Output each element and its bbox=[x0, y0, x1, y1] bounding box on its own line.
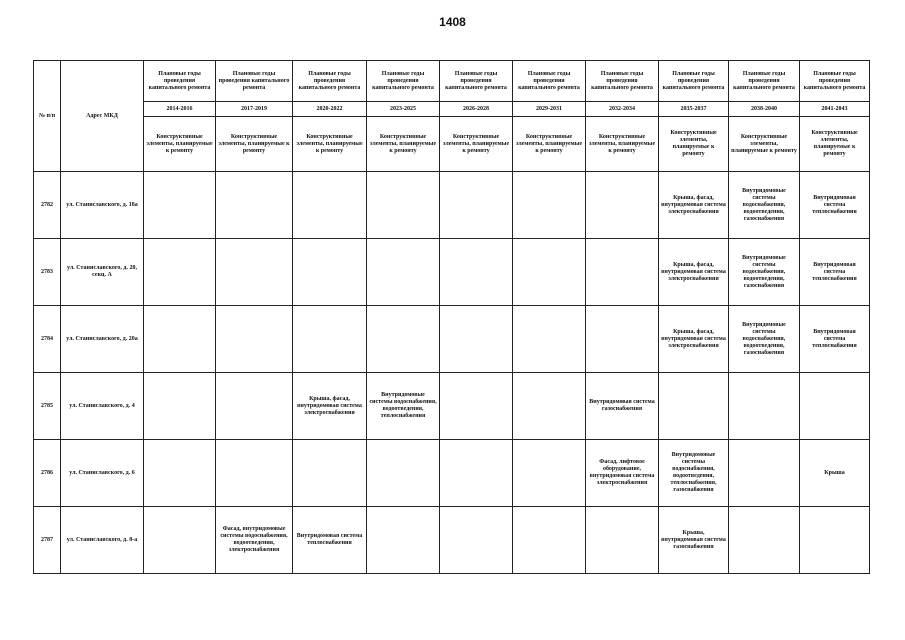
repair-elements-cell: Внутридомовая система газоснабжения bbox=[586, 373, 659, 440]
repair-elements-cell bbox=[367, 306, 440, 373]
repair-elements-cell: Внутридомовые системы водоснабжения, водоотведения, теплоснабжения bbox=[367, 373, 440, 440]
repair-elements-cell: Крыша, фасад, внутридомовая система электроснабжения bbox=[659, 239, 729, 306]
year-range-header: 2038-2040 bbox=[729, 102, 800, 117]
period-title-header: Плановые годы проведения капитального ремонта bbox=[659, 61, 729, 102]
repair-elements-cell bbox=[293, 172, 367, 239]
repair-elements-cell bbox=[293, 440, 367, 507]
number-column-header: № п/п bbox=[34, 61, 61, 172]
repair-elements-cell: Внутридомовая система теплоснабжения bbox=[800, 172, 870, 239]
table-row bbox=[34, 507, 870, 574]
elements-label-header: Конструктивные элементы, планируемые к ремонту bbox=[513, 117, 586, 172]
repair-elements-cell bbox=[440, 239, 513, 306]
year-range-header: 2014-2016 bbox=[144, 102, 216, 117]
repair-elements-cell bbox=[513, 306, 586, 373]
repair-elements-cell bbox=[729, 507, 800, 574]
repair-elements-cell bbox=[800, 373, 870, 440]
table-row bbox=[34, 373, 870, 440]
repair-elements-cell bbox=[659, 373, 729, 440]
repair-elements-cell: Внутридомовые системы водоснабжения, водоотведения, газоснабжения bbox=[729, 306, 800, 373]
year-range-header: 2029-2031 bbox=[513, 102, 586, 117]
repair-elements-cell bbox=[367, 440, 440, 507]
row-address: ул. Станиславского, д. 20а bbox=[61, 306, 144, 373]
address-column-header: Адрес МКД bbox=[61, 61, 144, 172]
repair-elements-cell: Крыша bbox=[800, 440, 870, 507]
elements-label-header: Конструктивные элементы, планируемые к ремонту bbox=[659, 117, 729, 172]
repair-elements-cell bbox=[440, 306, 513, 373]
period-title-row bbox=[34, 61, 870, 102]
year-range-header: 2020-2022 bbox=[293, 102, 367, 117]
capital-repair-table bbox=[33, 60, 870, 574]
row-number: 2784 bbox=[34, 306, 61, 373]
repair-elements-cell: Внутридомовые системы водоснабжения, водоотведения, газоснабжения bbox=[729, 172, 800, 239]
repair-elements-cell bbox=[513, 373, 586, 440]
period-title-header: Плановые годы проведения капитального ремонта bbox=[440, 61, 513, 102]
period-title-header: Плановые годы проведения капитального ремонта bbox=[729, 61, 800, 102]
repair-elements-cell bbox=[800, 507, 870, 574]
repair-elements-cell bbox=[216, 239, 293, 306]
repair-elements-cell bbox=[144, 172, 216, 239]
year-range-header: 2017-2019 bbox=[216, 102, 293, 117]
repair-elements-cell bbox=[440, 440, 513, 507]
elements-label-header: Конструктивные элементы, планируемые к ремонту bbox=[729, 117, 800, 172]
repair-elements-cell bbox=[216, 440, 293, 507]
elements-label-header: Конструктивные элементы, планируемые к ремонту bbox=[144, 117, 216, 172]
period-title-header: Плановые годы проведения капитального ремонта bbox=[513, 61, 586, 102]
repair-elements-cell bbox=[440, 507, 513, 574]
year-range-header: 2026-2028 bbox=[440, 102, 513, 117]
table-body bbox=[34, 172, 870, 574]
repair-elements-cell: Внутридомовые системы водоснабжения, водоотведения, газоснабжения bbox=[729, 239, 800, 306]
repair-elements-cell bbox=[144, 239, 216, 306]
row-address: ул. Станиславского, д. 6 bbox=[61, 440, 144, 507]
repair-elements-cell: Фасад, внутридомовые системы водоснабжения, водоотведения, электроснабжения bbox=[216, 507, 293, 574]
repair-elements-cell: Крыша, внутридомовая система газоснабжения bbox=[659, 507, 729, 574]
period-title-header: Плановые годы проведения капитального ремонта bbox=[586, 61, 659, 102]
repair-elements-cell bbox=[144, 373, 216, 440]
repair-elements-cell bbox=[293, 239, 367, 306]
repair-elements-cell bbox=[216, 172, 293, 239]
year-range-header: 2041-2043 bbox=[800, 102, 870, 117]
repair-elements-cell bbox=[367, 507, 440, 574]
repair-elements-cell: Крыша, фасад, внутридомовая система электроснабжения bbox=[659, 172, 729, 239]
period-title-header: Плановые годы проведения капитального ремонта bbox=[216, 61, 293, 102]
repair-elements-cell bbox=[440, 172, 513, 239]
repair-elements-cell bbox=[729, 373, 800, 440]
row-number: 2782 bbox=[34, 172, 61, 239]
row-address: ул. Станиславского, д. 18а bbox=[61, 172, 144, 239]
repair-elements-cell: Внутридомовая система теплоснабжения bbox=[800, 306, 870, 373]
repair-elements-cell bbox=[440, 373, 513, 440]
repair-elements-cell bbox=[513, 507, 586, 574]
repair-elements-cell bbox=[586, 172, 659, 239]
repair-elements-cell bbox=[216, 373, 293, 440]
elements-label-header: Конструктивные элементы, планируемые к ремонту bbox=[367, 117, 440, 172]
period-title-header: Плановые годы проведения капитального ремонта bbox=[367, 61, 440, 102]
repair-elements-cell bbox=[586, 507, 659, 574]
repair-elements-cell bbox=[513, 172, 586, 239]
row-number: 2787 bbox=[34, 507, 61, 574]
repair-elements-cell bbox=[144, 440, 216, 507]
elements-label-row bbox=[34, 117, 870, 172]
year-range-header: 2023-2025 bbox=[367, 102, 440, 117]
repair-elements-cell bbox=[216, 306, 293, 373]
period-title-header: Плановые годы проведения капитального ремонта bbox=[800, 61, 870, 102]
row-number: 2785 bbox=[34, 373, 61, 440]
repair-elements-cell bbox=[729, 440, 800, 507]
repair-elements-cell bbox=[144, 507, 216, 574]
table-header bbox=[34, 61, 870, 172]
year-range-header: 2035-2037 bbox=[659, 102, 729, 117]
repair-elements-cell: Внутридомовая система теплоснабжения bbox=[293, 507, 367, 574]
repair-elements-cell: Внутридомовые системы водоснабжения, водоотведения, теплоснабжения, газоснабжения bbox=[659, 440, 729, 507]
repair-elements-cell bbox=[586, 306, 659, 373]
table-row bbox=[34, 172, 870, 239]
row-number: 2786 bbox=[34, 440, 61, 507]
row-address: ул. Станиславского, д. 8-а bbox=[61, 507, 144, 574]
repair-elements-cell: Фасад, лифтовое оборудование, внутридомовая система электроснабжения bbox=[586, 440, 659, 507]
repair-elements-cell bbox=[293, 306, 367, 373]
table-row bbox=[34, 440, 870, 507]
repair-elements-cell bbox=[144, 306, 216, 373]
year-range-header: 2032-2034 bbox=[586, 102, 659, 117]
row-number: 2783 bbox=[34, 239, 61, 306]
elements-label-header: Конструктивные элементы, планируемые к ремонту bbox=[800, 117, 870, 172]
row-address: ул. Станиславского, д. 4 bbox=[61, 373, 144, 440]
table-row bbox=[34, 239, 870, 306]
repair-elements-cell bbox=[513, 239, 586, 306]
year-range-row bbox=[34, 102, 870, 117]
repair-elements-cell bbox=[367, 172, 440, 239]
repair-elements-cell: Внутридомовая система теплоснабжения bbox=[800, 239, 870, 306]
elements-label-header: Конструктивные элементы, планируемые к ремонту bbox=[586, 117, 659, 172]
repair-elements-cell: Крыша, фасад, внутридомовая система электроснабжения bbox=[293, 373, 367, 440]
elements-label-header: Конструктивные элементы, планируемые к ремонту bbox=[216, 117, 293, 172]
repair-elements-cell bbox=[513, 440, 586, 507]
period-title-header: Плановые годы проведения капитального ремонта bbox=[293, 61, 367, 102]
elements-label-header: Конструктивные элементы, планируемые к ремонту bbox=[440, 117, 513, 172]
table-row bbox=[34, 306, 870, 373]
row-address: ул. Станиславского, д. 20, секц. А bbox=[61, 239, 144, 306]
repair-elements-cell bbox=[586, 239, 659, 306]
repair-elements-cell bbox=[367, 239, 440, 306]
period-title-header: Плановые годы проведения капитального ремонта bbox=[144, 61, 216, 102]
repair-elements-cell: Крыша, фасад, внутридомовая система электроснабжения bbox=[659, 306, 729, 373]
elements-label-header: Конструктивные элементы, планируемые к ремонту bbox=[293, 117, 367, 172]
page-number: 1408 bbox=[439, 15, 466, 29]
